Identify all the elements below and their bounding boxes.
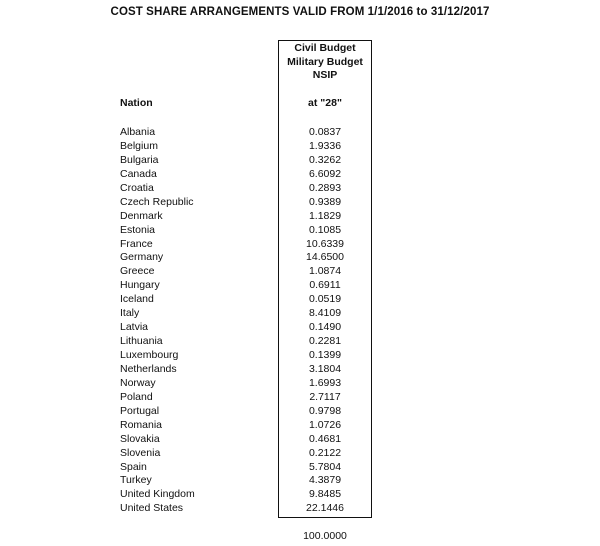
share-value: 0.9389 <box>308 195 342 208</box>
nation-name: Portugal <box>120 404 160 417</box>
table-row <box>0 335 600 349</box>
nation-name: Denmark <box>120 209 163 222</box>
table-row <box>0 251 600 265</box>
header-civil-budget: Civil Budget <box>294 42 356 54</box>
table-row <box>0 363 600 377</box>
table-row <box>0 488 600 502</box>
cost-share-table <box>0 126 600 516</box>
share-value: 0.4681 <box>308 432 342 445</box>
table-row <box>0 447 600 461</box>
share-value: 2.7117 <box>309 390 341 403</box>
nation-name: France <box>120 237 153 250</box>
share-value: 10.6339 <box>306 237 344 250</box>
share-value: 0.6911 <box>309 279 341 292</box>
table-row <box>0 391 600 405</box>
table-row <box>0 405 600 419</box>
share-value: 9.8485 <box>308 488 342 501</box>
share-value: 1.1829 <box>308 209 342 222</box>
table-row <box>0 349 600 363</box>
header-military-budget: Military Budget <box>287 55 363 68</box>
nation-name: Poland <box>120 390 153 403</box>
share-value: 1.0874 <box>308 265 342 278</box>
table-row <box>0 307 600 321</box>
share-value: 0.1399 <box>308 349 342 361</box>
table-row <box>0 265 600 279</box>
header-nsip: NSIP <box>312 69 338 81</box>
share-value: 0.2281 <box>308 335 342 348</box>
nation-name: Lithuania <box>120 335 163 348</box>
table-row <box>0 433 600 447</box>
table-row <box>0 224 600 238</box>
table-row <box>0 196 600 210</box>
nation-name: Croatia <box>120 181 154 194</box>
table-row <box>0 321 600 335</box>
share-value: 5.7804 <box>308 460 342 473</box>
share-value: 0.1085 <box>308 223 342 236</box>
share-value: 1.9336 <box>308 139 342 152</box>
share-value: 4.3879 <box>308 474 342 487</box>
table-row <box>0 502 600 516</box>
share-value: 0.1490 <box>308 321 342 334</box>
table-row <box>0 461 600 475</box>
table-row <box>0 140 600 154</box>
share-value: 1.0726 <box>308 418 342 431</box>
table-row <box>0 419 600 433</box>
total-value: 100.0000 <box>303 530 347 542</box>
table-row <box>0 238 600 252</box>
nation-name: Bulgaria <box>120 153 159 166</box>
table-row <box>0 168 600 182</box>
share-value: 6.6092 <box>308 167 342 180</box>
table-row <box>0 474 600 488</box>
share-value: 3.1804 <box>308 362 342 375</box>
nation-name: Norway <box>120 376 156 389</box>
nation-name: Czech Republic <box>120 195 194 208</box>
nation-name: Slovakia <box>120 432 160 445</box>
nation-name: Luxembourg <box>120 349 179 361</box>
nation-name: Albania <box>120 126 156 138</box>
nation-name: Belgium <box>120 139 158 152</box>
table-row <box>0 126 600 140</box>
budget-column-header <box>278 42 372 83</box>
nation-name: United Kingdom <box>120 488 195 501</box>
table-row <box>0 377 600 391</box>
nation-name: Germany <box>120 251 164 264</box>
nation-name: Greece <box>120 265 155 278</box>
share-value: 0.9798 <box>308 404 342 417</box>
nation-name: Spain <box>120 460 147 473</box>
nation-name: United States <box>120 502 184 515</box>
nation-name: Estonia <box>120 223 156 236</box>
nation-name: Netherlands <box>120 362 177 375</box>
share-value: 14.6500 <box>306 251 344 264</box>
share-value: 0.3262 <box>308 153 342 166</box>
share-value: 22.1446 <box>306 502 344 515</box>
nation-name: Iceland <box>120 293 154 306</box>
document-title: COST SHARE ARRANGEMENTS VALID FROM 1/1/2016 to 31/12/2017 <box>110 6 490 18</box>
share-value: 0.0837 <box>308 126 342 138</box>
nation-name: Italy <box>120 307 140 320</box>
at-28-header: at "28" <box>308 97 342 109</box>
share-value: 0.2122 <box>308 446 342 459</box>
share-value: 0.0519 <box>308 293 342 306</box>
nation-name: Romania <box>120 418 163 431</box>
nation-name: Hungary <box>120 279 160 292</box>
table-row <box>0 210 600 224</box>
nation-column-header: Nation <box>120 97 153 109</box>
table-row <box>0 182 600 196</box>
nation-name: Turkey <box>120 474 152 487</box>
share-value: 1.6993 <box>308 376 342 389</box>
nation-name: Latvia <box>120 321 149 334</box>
share-value: 0.2893 <box>308 181 342 194</box>
share-value: 8.4109 <box>308 307 342 320</box>
nation-name: Canada <box>120 167 157 180</box>
table-row <box>0 279 600 293</box>
table-row <box>0 293 600 307</box>
nation-name: Slovenia <box>120 446 161 459</box>
table-row <box>0 154 600 168</box>
